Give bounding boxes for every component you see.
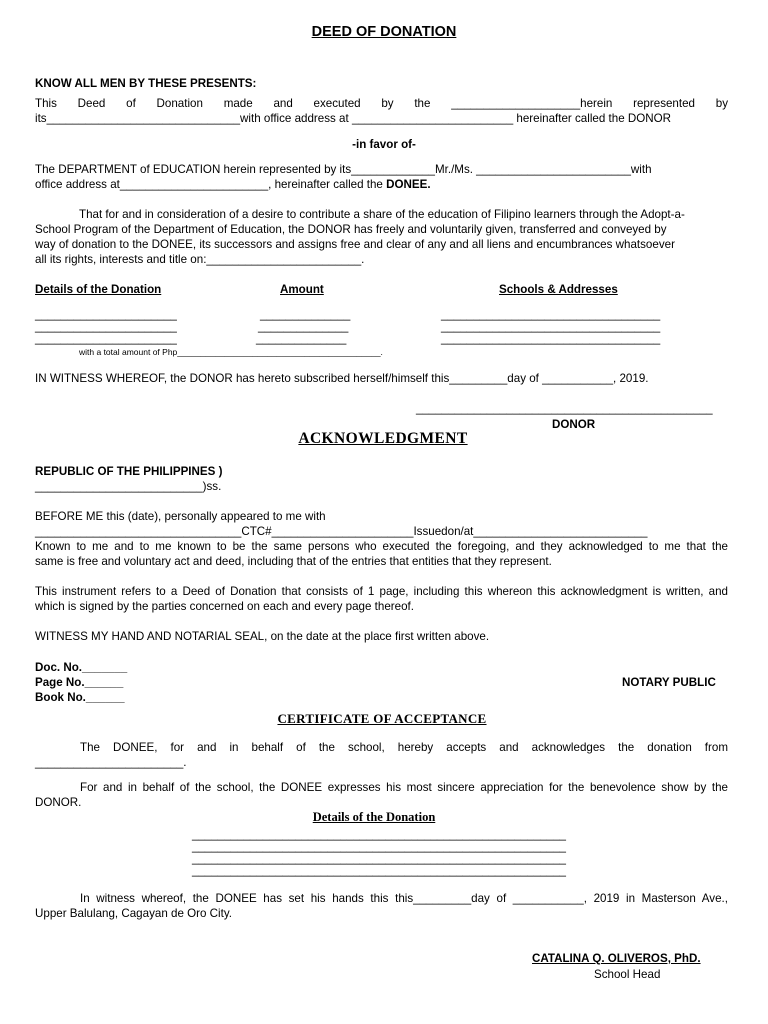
cert-para1-line2: _______________________.: [35, 756, 187, 769]
school-head-title: School Head: [594, 968, 661, 981]
cert-detail-blank: __________________________________________________________: [192, 852, 566, 865]
in-favor-of: -in favor of-: [352, 138, 416, 151]
final-witness-line1: In witness whereof, the DONEE has set his hands this this_________day of ___________, 2019 in Masterson Ave.,: [80, 892, 728, 905]
para3-line1: That for and in consideration of a desire to contribute a share of the education of Filipino learners through the Adopt-a-: [79, 208, 685, 221]
before-me-line1: BEFORE ME this (date), personally appeared to me with: [35, 510, 326, 523]
witness-hand-seal: WITNESS MY HAND AND NOTARIAL SEAL, on the date at the place first written above.: [35, 630, 490, 643]
cert-para1-line1: The DONEE, for and in behalf of the school, hereby accepts and acknowledges the donation from: [80, 741, 728, 754]
doc-no: Doc. No._______: [35, 661, 128, 674]
acknowledgment-heading: ACKNOWLEDGMENT: [298, 430, 468, 447]
table-blank-amount: ______________: [256, 332, 347, 345]
donee-bold: DONEE.: [386, 178, 431, 191]
total-amount-line: with a total amount of Php___________________________________________.: [79, 347, 383, 357]
known-line2: same is free and voluntary act and deed, including that of the entries that entities that they represent.: [35, 555, 552, 568]
para2-line1: The DEPARTMENT of EDUCATION herein represented by its_____________Mr./Ms. ________________________with: [35, 163, 652, 176]
para2-line2: [35, 177, 431, 192]
para1-line1: This Deed of Donation made and executed by the ____________________herein represented by: [35, 97, 728, 110]
book-no: Book No.______: [35, 691, 125, 704]
table-header-schools: Schools & Addresses: [499, 283, 618, 296]
notary-public-label: NOTARY PUBLIC: [622, 676, 716, 689]
cert-para2-line2: DONOR.: [35, 796, 82, 809]
document-title: DEED OF DONATION: [311, 24, 457, 40]
instrument-line1: This instrument refers to a Deed of Donation that consists of 1 page, including this whereon this acknowledgment is written, and: [35, 585, 728, 598]
cert-details-heading: Details of the Donation: [312, 810, 436, 824]
republic-line: REPUBLIC OF THE PHILIPPINES ): [35, 465, 223, 478]
ss-line: __________________________)ss.: [35, 480, 222, 493]
instrument-line2: which is signed by the parties concerned on each and every page thereof.: [35, 600, 414, 613]
para1-line2: its______________________________with office address at _________________________ hereinafter called the DONOR: [35, 112, 672, 125]
school-head-name: CATALINA Q. OLIVEROS, PhD.: [532, 952, 701, 965]
table-blank-schools: __________________________________: [441, 332, 661, 345]
before-me-line2: ________________________________CTC#______________________Issuedon/at___________________________: [35, 525, 648, 538]
table-header-amount: Amount: [280, 283, 324, 296]
para3-line2: School Program of the Department of Education, the DONOR has freely and voluntarily given, transferred and conveyed by: [35, 223, 667, 236]
page-no: Page No.______: [35, 676, 124, 689]
cert-detail-blank: __________________________________________________________: [192, 840, 566, 853]
donor-signature-line: ______________________________________________: [416, 402, 713, 415]
table-blank-amount: ______________: [258, 320, 349, 333]
know-all-heading: KNOW ALL MEN BY THESE PRESENTS:: [35, 77, 257, 90]
cert-detail-blank: __________________________________________________________: [192, 828, 566, 841]
para2-line2-text: office address at_______________________, hereinafter called the: [35, 178, 387, 191]
table-blank-details: ______________________: [35, 320, 177, 333]
known-line1: Known to me and to me known to be the same persons who executed the foregoing, and they acknowledged to me that the: [35, 540, 728, 553]
para3-line3: way of donation to the DONEE, its successors and assigns free and clear of any and all liens and encumbrances whatsoever: [35, 238, 675, 251]
cert-detail-blank: __________________________________________________________: [192, 864, 566, 877]
donor-label: DONOR: [552, 418, 596, 431]
witness-whereof: IN WITNESS WHEREOF, the DONOR has hereto subscribed herself/himself this_________day of ___________, 2019.: [35, 372, 649, 385]
cert-para2-line1: For and in behalf of the school, the DONEE expresses his most sincere appreciation for the benevolence show by the: [80, 781, 728, 794]
table-blank-details: ______________________: [35, 332, 177, 345]
table-blank-schools: __________________________________: [441, 320, 661, 333]
table-header-details: Details of the Donation: [35, 283, 162, 296]
certificate-heading: CERTIFICATE OF ACCEPTANCE: [277, 711, 487, 726]
final-witness-line2: Upper Balulang, Cagayan de Oro City.: [35, 907, 232, 920]
table-blank-details: ______________________: [35, 308, 177, 321]
para3-line4: all its rights, interests and title on:________________________.: [35, 253, 365, 266]
table-blank-schools: __________________________________: [441, 308, 661, 321]
table-blank-amount: ______________: [260, 308, 351, 321]
